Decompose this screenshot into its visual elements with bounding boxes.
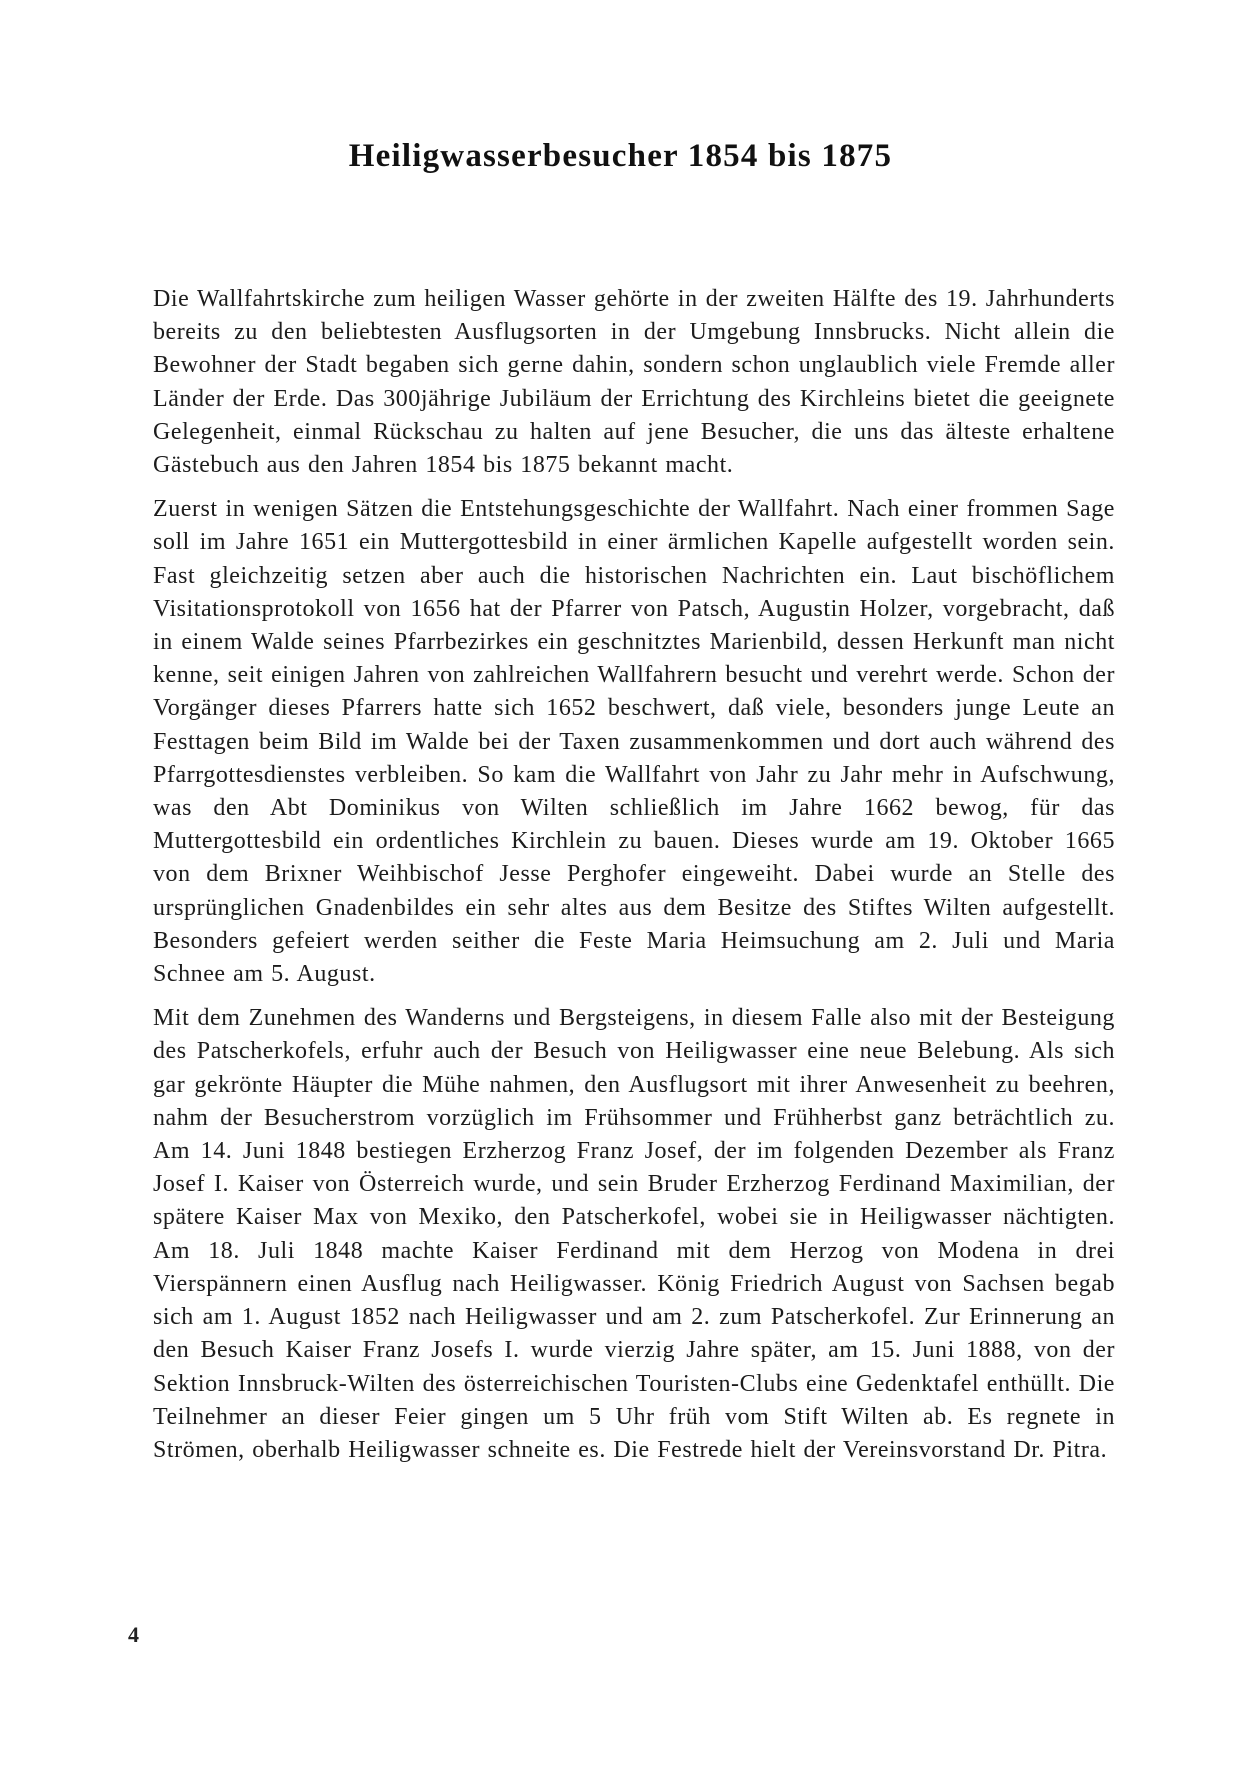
page-title: Heiligwasserbesucher 1854 bis 1875 [348,138,893,174]
page-number: 4 [128,1622,139,1647]
body-text [153,283,1115,1467]
paragraph-1: Die Wallfahrtskirche zum heiligen Wasser gehörte in der zweiten Hälfte des 19. Jahrhunderts bereits zu den beliebtesten Ausflugsorten in der Umgebung Innsbrucks. Nicht allein die Bewohner der Stadt begaben sich gerne dahin, sondern schon unglaublich viele Fremde aller Länder der Erde. Das 300jährige Jubiläum der Errichtung des Kirchleins bietet die geeignete Gelegenheit, einmal Rückschau zu halten auf jene Besucher, die uns das älteste erhaltene Gästebuch aus den Jahren 1854 bis 1875 bekannt macht. [153,286,1115,479]
paragraph-2: Zuerst in wenigen Sätzen die Entstehungsgeschichte der Wallfahrt. Nach einer frommen Sage soll im Jahre 1651 ein Muttergottesbild in einer ärmlichen Kapelle aufgestellt worden sein. Fast gleichzeitig setzen aber auch die historischen Nachrichten ein. Laut bischöflichem Visitationsprotokoll von 1656 hat der Pfarrer von Patsch, Augustin Holzer, vorgebracht, daß in einem Walde seines Pfarrbezirkes ein geschnitztes Marienbild, dessen Herkunft man nicht kenne, seit einigen Jahren von zahlreichen Wallfahrern besucht und verehrt werde. Schon der Vorgänger dieses Pfarrers hatte sich 1652 beschwert, daß viele, besonders junge Leute an Festtagen beim Bild im Walde bei der Taxen zusammenkommen und dort auch während des Pfarrgottesdienstes verbleiben. So kam die Wallfahrt von Jahr zu Jahr mehr in Aufschwung, was den Abt Dominikus von Wilten schließlich im Jahre 1662 bewog, für das Muttergottesbild ein ordentliches Kirchlein zu bauen. Dieses wurde am 19. Oktober 1665 von dem Brixner Weihbischof Jesse Perghofer eingeweiht. Dabei wurde an Stelle des ursprünglichen Gnadenbildes ein sehr altes aus dem Besitze des Stiftes Wilten aufgestellt. Besonders gefeiert werden seither die Feste Maria Heimsuchung am 2. Juli und Maria Schnee am 5. August. [153,496,1115,988]
paragraph-3: Mit dem Zunehmen des Wanderns und Bergsteigens, in diesem Falle also mit der Besteigung des Patscherkofels, erfuhr auch der Besuch von Heiligwasser eine neue Belebung. Als sich gar gekrönte Häupter die Mühe nahmen, den Ausflugsort mit ihrer Anwesenheit zu beehren, nahm der Besucherstrom vorzüglich im Frühsommer und Frühherbst ganz beträchtlich zu. Am 14. Juni 1848 bestiegen Erzherzog Franz Josef, der im folgenden Dezember als Franz Josef I. Kaiser von Österreich wurde, und sein Bruder Erzherzog Ferdinand Maximilian, der spätere Kaiser Max von Mexiko, den Patscherkofel, wobei sie in Heiligwasser nächtigten. Am 18. Juli 1848 machte Kaiser Ferdinand mit dem Herzog von Modena in drei Vierspännern einen Ausflug nach Heiligwasser. König Friedrich August von Sachsen begab sich am 1. August 1852 nach Heiligwasser und am 2. zum Patscherkofel. Zur Erinnerung an den Besuch Kaiser Franz Josefs I. wurde vierzig Jahre später, am 15. Juni 1888, von der Sektion Innsbruck-Wilten des österreichischen Touristen-Clubs eine Gedenktafel enthüllt. Die Teilnehmer an dieser Feier gingen um 5 Uhr früh vom Stift Wilten ab. Es regnete in Strömen, oberhalb Heiligwasser schneite es. Die Festrede hielt der Vereinsvorstand Dr. Pitra. [153,1005,1115,1463]
